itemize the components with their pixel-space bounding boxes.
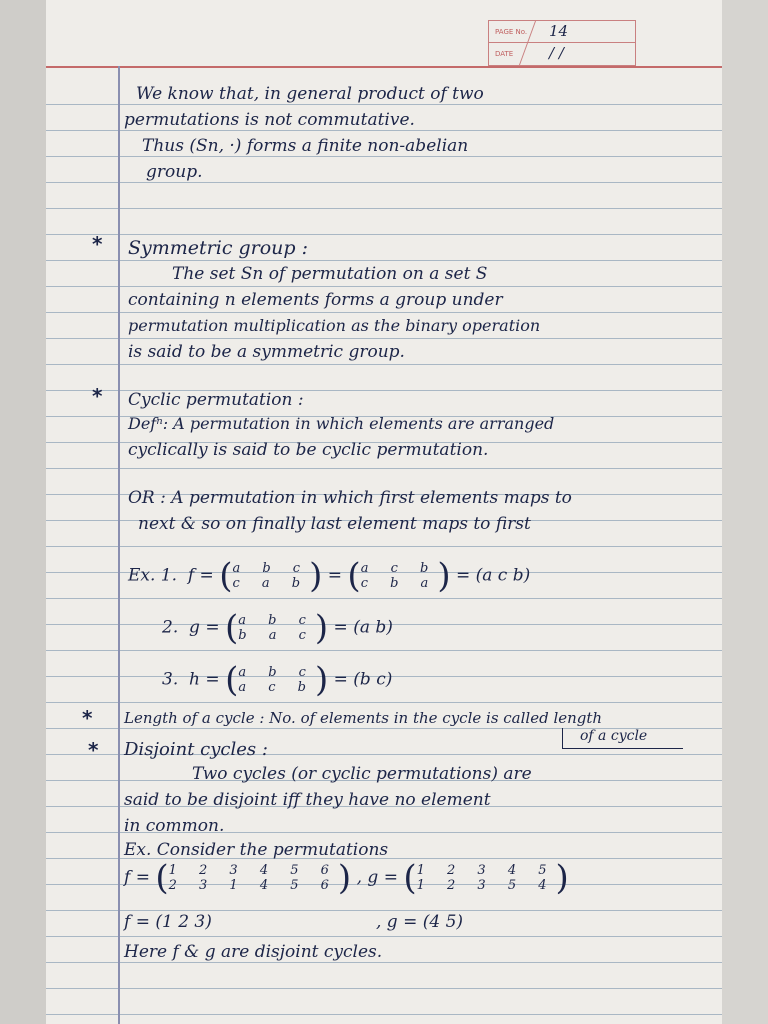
cyclic-or-1: OR : A permutation in which first elements maps to xyxy=(128,488,572,508)
paren-close: ) xyxy=(314,660,329,700)
ruled-line xyxy=(46,546,722,547)
ruled-line xyxy=(46,1014,722,1015)
ex1-matrix-2 xyxy=(361,561,438,591)
disjoint-conclusion: Here f & g are disjoint cycles. xyxy=(124,942,383,962)
top-red-rule xyxy=(46,66,722,68)
ex2-m-top: a b c xyxy=(238,613,315,628)
f-cycle: f = (1 2 3) xyxy=(124,912,212,932)
page-right-edge xyxy=(722,0,768,1024)
ex3-m-top: a b c xyxy=(238,665,315,680)
disjoint-line-2: said to be disjoint iff they have no element xyxy=(124,790,491,810)
f-matrix xyxy=(169,863,338,893)
ruled-line xyxy=(46,260,722,261)
disjoint-line-1: Two cycles (or cyclic permutations) are xyxy=(192,764,532,784)
cyclic-def-2: cyclically is said to be cyclic permutation. xyxy=(128,440,489,460)
intro-line-4: group. xyxy=(146,162,203,182)
f-bot: 2 3 1 4 5 6 xyxy=(168,878,338,893)
cyclic-or-2: next & so on finally last element maps to first xyxy=(138,514,531,534)
ruled-line xyxy=(46,468,722,469)
symmetric-line-2: containing n elements forms a group under xyxy=(128,290,503,310)
ex3-label: 3. xyxy=(162,669,179,690)
paren-open: ( xyxy=(403,858,417,898)
g-cycle: , g = (4 5) xyxy=(376,912,464,932)
g-matrix xyxy=(417,863,556,893)
ruled-line xyxy=(46,910,722,911)
g-bot: 1 2 3 5 4 xyxy=(416,878,556,893)
cyclic-heading: Cyclic permutation : xyxy=(128,390,304,410)
ex1-m1-bot: c a b xyxy=(232,576,310,591)
paren-close: ) xyxy=(314,608,329,648)
ruled-line xyxy=(46,650,722,651)
ex1-label: Ex. 1. xyxy=(128,565,178,586)
paren-open: ( xyxy=(347,556,361,596)
intro-line-2: permutations is not commutative. xyxy=(124,110,415,130)
f-top: 1 2 3 4 5 6 xyxy=(168,863,338,878)
length-tail: of a cycle xyxy=(580,728,648,744)
symmetric-line-4: is said to be a symmetric group. xyxy=(128,342,405,362)
ruled-line xyxy=(46,988,722,989)
paren-open: ( xyxy=(224,608,239,648)
g-top: 1 2 3 4 5 xyxy=(416,863,556,878)
ruled-line xyxy=(46,208,722,209)
symmetric-heading: Symmetric group : xyxy=(128,237,309,259)
ex3-m-bot: a c b xyxy=(238,680,315,695)
example-3 xyxy=(162,660,392,700)
date-label: DATE xyxy=(495,50,514,58)
ruled-line xyxy=(46,130,722,131)
ex1-m2-top: a c b xyxy=(360,561,438,576)
intro-line-1: We know that, in general product of two xyxy=(136,84,484,104)
ruled-line xyxy=(46,286,722,287)
symmetric-line-1: The set Sn of permutation on a set S xyxy=(172,264,488,284)
ex1-eq: = xyxy=(327,565,343,586)
date-value: / / xyxy=(549,44,564,62)
example-1 xyxy=(128,556,530,596)
ex1-result: = (a c b) xyxy=(455,565,531,586)
ex3-result: = (b c) xyxy=(333,669,393,690)
cyclic-def-1: Defⁿ: A permutation in which elements are arranged xyxy=(128,414,555,433)
ruled-line xyxy=(46,962,722,963)
disjoint-permutations xyxy=(124,858,569,898)
ruled-line xyxy=(46,234,722,235)
intro-line-3: Thus (Sn, ·) forms a finite non-abelian xyxy=(142,136,469,156)
ex1-matrix-1 xyxy=(232,561,309,591)
ruled-line xyxy=(46,104,722,105)
ruled-line xyxy=(46,364,722,365)
paren-close: ) xyxy=(337,858,352,898)
ruled-line xyxy=(46,338,722,339)
bullet-star: * xyxy=(92,384,103,408)
length-line: Length of a cycle : No. of elements in the cycle is called length xyxy=(124,709,603,727)
disjoint-ex-intro: Ex. Consider the permutations xyxy=(124,840,389,860)
ex2-result: = (a b) xyxy=(333,617,393,638)
ex2-m-bot: b a c xyxy=(238,628,315,643)
ex2-label: 2. xyxy=(162,617,179,638)
ex1-m1-top: a b c xyxy=(232,561,310,576)
page-number: 14 xyxy=(549,22,569,40)
ruled-line xyxy=(46,598,722,599)
stamp-row-divider xyxy=(489,42,635,43)
paren-open: ( xyxy=(155,858,169,898)
ex3-matrix xyxy=(238,665,315,695)
ruled-line xyxy=(46,702,722,703)
paren-open: ( xyxy=(225,660,239,700)
paren-close: ) xyxy=(309,556,323,596)
example-2 xyxy=(162,608,393,648)
g-lhs: , g = xyxy=(356,867,398,888)
ruled-line xyxy=(46,936,722,937)
page-date-box xyxy=(488,20,636,66)
ruled-line xyxy=(46,312,722,313)
ex3-lhs: h = xyxy=(189,669,220,690)
bullet-star: * xyxy=(82,706,93,730)
ex1-lhs: f = xyxy=(187,565,214,586)
bullet-star: * xyxy=(92,232,103,256)
ex2-lhs: g = xyxy=(189,617,220,638)
disjoint-heading: Disjoint cycles : xyxy=(124,739,268,760)
bullet-star: * xyxy=(88,738,99,762)
paren-close: ) xyxy=(555,858,569,898)
ruled-line xyxy=(46,182,722,183)
ruled-line xyxy=(46,156,722,157)
paren-close: ) xyxy=(437,556,451,596)
paren-open: ( xyxy=(219,556,233,596)
ex2-matrix xyxy=(238,613,315,643)
page-left-shadow xyxy=(0,0,46,1024)
page-no-label: PAGE No. xyxy=(495,28,528,36)
margin-line xyxy=(118,66,120,1024)
disjoint-line-3: in common. xyxy=(124,816,225,836)
f-lhs: f = xyxy=(124,867,150,888)
ex1-m2-bot: c b a xyxy=(360,576,438,591)
symmetric-line-3: permutation multiplication as the binary operation xyxy=(128,316,541,335)
